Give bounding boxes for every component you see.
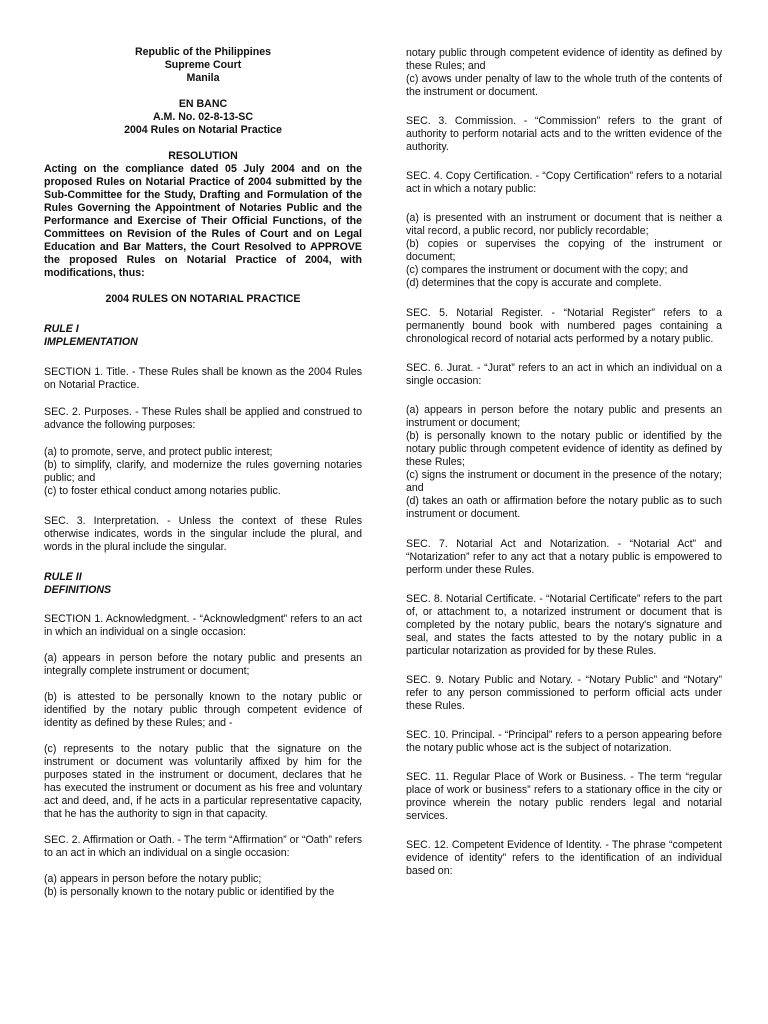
left-column [44,46,362,899]
jurat-c: (c) signs the instrument or document in the presence of the notary; and [406,469,722,494]
affirmation-c: (c) avows under penalty of law to the whole truth of the contents of the instrument or document. [406,73,722,98]
rules-title: 2004 Rules on Notarial Practice [124,124,282,136]
header-republic: Republic of the Philippines [135,46,271,58]
jurat-d: (d) takes an oath or affirmation before the notary public as to such instrument or document. [406,495,722,520]
copy-certification-b: (b) copies or supervises the copying of the instrument or document; [406,238,722,263]
definition-notarial-certificate: SEC. 8. Notarial Certificate. - “Notarial Certificate” refers to the part of, or attachment to, a notarized instrument or document that is completed by the notary public, bears the notary's signature and seal, and states the facts attested to by the notary public in a particular notarization as provided for by these Rules. [406,593,722,657]
rule-2-title: RULE II [44,571,82,583]
copy-certification-c: (c) compares the instrument or document with the copy; and [406,264,689,276]
purpose-a: (a) to promote, serve, and protect public interest; [44,446,273,458]
definition-competent-evidence: SEC. 12. Competent Evidence of Identity. - The phrase “competent evidence of identity” refers to the identification of an individual based on: [406,839,722,877]
resolution-heading: RESOLUTION [168,150,238,162]
definition-regular-place: SEC. 11. Regular Place of Work or Business. - The term “regular place of work or business” refers to a stationary office in the city or province wherein the notary public renders legal and notarial services. [406,771,722,822]
main-heading: 2004 RULES ON NOTARIAL PRACTICE [105,293,301,305]
rule-1-section-3: SEC. 3. Interpretation. - Unless the context of these Rules otherwise indicates, words in the singular include the plural, and words in the plural include the singular. [44,515,362,553]
rule-1-title: RULE I [44,323,79,335]
jurat-a: (a) appears in person before the notary public and presents an instrument or document; [406,404,722,429]
definition-jurat: SEC. 6. Jurat. - “Jurat” refers to an act in which an individual on a single occasion: [406,362,722,387]
header-city: Manila [186,72,220,84]
definition-notary-public: SEC. 9. Notary Public and Notary. - “Notary Public” and “Notary” refer to any person commissioned to perform official acts under these Rules. [406,674,722,712]
affirmation-b-continued: notary public through competent evidence of identity as defined by these Rules; and [406,47,722,72]
acknowledgment-c: (c) represents to the notary public that the signature on the instrument or document was voluntarily affixed by him for the purposes stated in the instrument or document, declares that he has executed the instrument or document as his free and voluntary act and deed, and, if he acts in a particular representative capacity, that he has the authority to sign in that capacity. [44,743,362,820]
copy-certification-d: (d) determines that the copy is accurate and complete. [406,277,662,289]
copy-certification-a: (a) is presented with an instrument or document that is neither a vital record, a public record, nor publicly recordable; [406,212,722,237]
resolution-text: Acting on the compliance dated 05 July 2004 and on the proposed Rules on Notarial Practice of 2004 submitted by the Sub-Committee for the Study, Drafting and Formulation of the Rules Governing the Appointment of Notaries Public and the Performance and Exercise of Their Official Functions, of the Committees on Revision of the Rules of Court and on Legal Education and Bar Matters, the Court Resolved to APPROVE the proposed Rules on Notarial Practice of 2004, with modifications, thus: [44,163,362,279]
definition-affirmation: SEC. 2. Affirmation or Oath. - The term “Affirmation” or “Oath” refers to an act in which an individual on a single occasion: [44,834,362,859]
header-court: Supreme Court [164,59,242,71]
definition-notarial-register: SEC. 5. Notarial Register. - “Notarial Register” refers to a permanently bound book with numbered pages containing a chronological record of notarial acts performed by a notary public. [406,307,722,345]
jurat-b: (b) is personally known to the notary public or identified by the notary public through competent evidence of identity as defined by these Rules; [406,430,722,468]
purpose-b: (b) to simplify, clarify, and modernize the rules governing notaries public; and [44,459,362,484]
rule-2-subtitle: DEFINITIONS [44,584,112,596]
rule-1-section-2: SEC. 2. Purposes. - These Rules shall be applied and construed to advance the following purposes: [44,406,362,431]
en-banc-label: EN BANC [178,98,228,110]
am-number: A.M. No. 02-8-13-SC [152,111,254,123]
acknowledgment-b: (b) is attested to be personally known to the notary public or identified by the notary public through competent evidence of identity as defined by these Rules; and - [44,691,362,729]
right-column [406,47,722,878]
affirmation-b: (b) is personally known to the notary public or identified by the [44,886,335,898]
rule-1-subtitle: IMPLEMENTATION [44,336,138,348]
definition-notarial-act: SEC. 7. Notarial Act and Notarization. - “Notarial Act” and “Notarization” refer to any act that a notary public is empowered to perform under these Rules. [406,538,722,576]
definition-commission: SEC. 3. Commission. - “Commission” refers to the grant of authority to perform notarial acts and to the written evidence of the authority. [406,115,722,153]
definition-copy-certification: SEC. 4. Copy Certification. - “Copy Certification” refers to a notarial act in which a notary public: [406,170,722,195]
affirmation-a: (a) appears in person before the notary public; [44,873,262,885]
purpose-c: (c) to foster ethical conduct among notaries public. [44,485,281,497]
definition-principal: SEC. 10. Principal. - “Principal” refers to a person appearing before the notary public whose act is the subject of notarization. [406,729,722,754]
acknowledgment-a: (a) appears in person before the notary public and presents an integrally complete instrument or document; [44,652,362,677]
rule-1-section-1: SECTION 1. Title. - These Rules shall be known as the 2004 Rules on Notarial Practice. [44,366,362,391]
definition-acknowledgment: SECTION 1. Acknowledgment. - “Acknowledgment” refers to an act in which an individual on a single occasion: [44,613,362,638]
